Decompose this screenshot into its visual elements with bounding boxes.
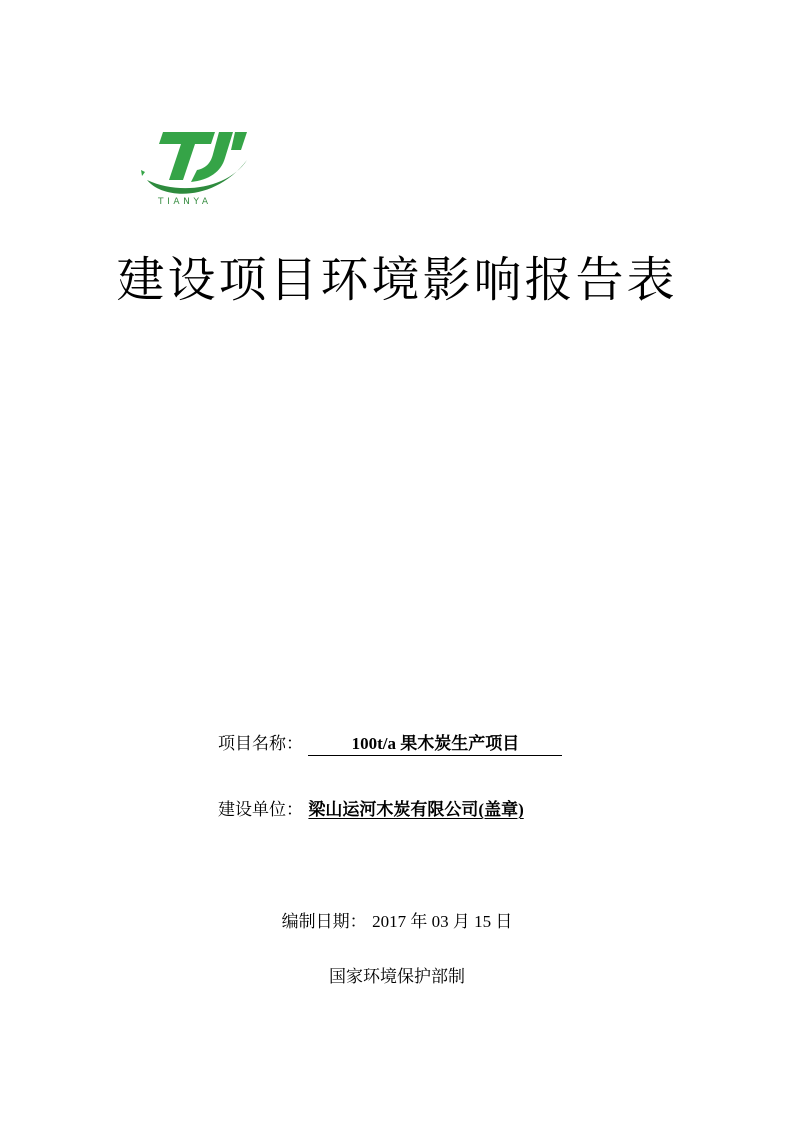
construction-unit-row <box>218 798 524 822</box>
document-title: 建设项目环境影响报告表 <box>116 252 678 308</box>
construction-unit-value: 梁山运河木炭有限公司(盖章) <box>308 800 524 819</box>
compile-date-label: 编制日期： <box>281 912 367 932</box>
project-name-label: 项目名称： <box>218 734 303 754</box>
project-name-row <box>218 732 562 756</box>
project-name-value: 100t/a 果木炭生产项目 <box>308 733 562 756</box>
construction-unit-label: 建设单位： <box>218 800 303 820</box>
compile-date-row <box>0 910 794 934</box>
logo-text: TIANYA <box>158 197 212 207</box>
compile-date-value: 2017 年 03 月 15 日 <box>372 912 513 931</box>
issuer-text: 国家环境保护部制 <box>329 967 465 987</box>
